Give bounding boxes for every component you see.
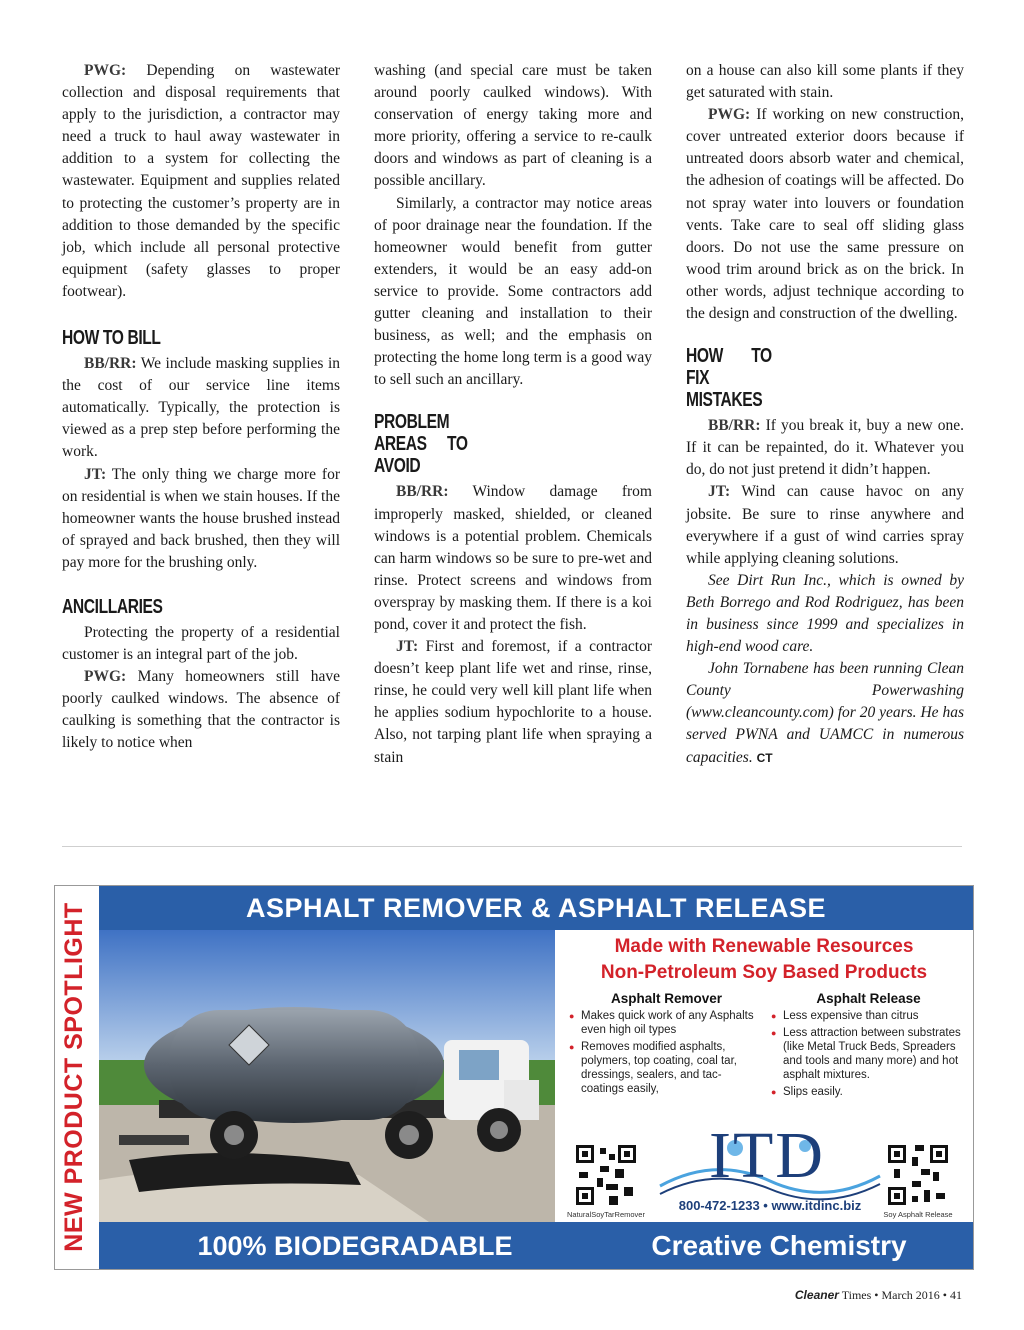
paragraph [374, 481, 652, 636]
article-column-3 [686, 60, 964, 769]
magazine-name: Cleaner [794, 1288, 839, 1302]
ad-side-banner [55, 886, 93, 1269]
section-heading-how-to-fix: HOW TO FIX MISTAKES [686, 345, 772, 412]
section-heading-ancillaries: ANCILLARIES [62, 595, 163, 618]
list-item: ● Less attraction between substrates (like Metal Truck Beds, Spreaders and tools and many more) and hot asphalt mixtures. [783, 1026, 966, 1082]
advertisement[interactable] [54, 885, 974, 1270]
speaker-label: BB/RR: [84, 355, 137, 373]
paragraph-text: The only thing we charge more for on residential is when we stain houses. If the homeowner wants the house brushed instead of sprayed and back brushed, then they will pay more for the brushing only. [62, 465, 340, 571]
ad-headline-2: Non-Petroleum Soy Based Products [600, 962, 928, 983]
article-column-1 [62, 60, 340, 755]
paragraph-text: Depending on wastewater collection and disposal requirements that apply to the jurisdiction, a contractor may need a truck to haul away wastewater in addition to a system for collecting the wastewater. Equipment and supplies related to protecting the customer’s property are in addition to those demanded by the specific job, which include all personal protective equipment (safety glasses to proper footwear). [62, 62, 340, 300]
list-item: ● Slips easily. [783, 1085, 966, 1099]
ad-contact[interactable]: 800-472-1233 • www.itdinc.biz [678, 1198, 862, 1213]
list-item: ● Less expensive than citrus [783, 1009, 966, 1023]
qr-left-label: NaturalSoyTarRemover [567, 1210, 645, 1219]
ad-side-label: NEW PRODUCT SPOTLIGHT [60, 902, 88, 1252]
paragraph-text: Many homeowners still have poorly caulked windows. The absence of caulking is something that the contractor is likely to notice when [62, 668, 340, 752]
paragraph-text: First and foremost, if a contractor doesn’t keep plant life wet and rinse, rinse, rinse, he could very well kill plant life when he applies sodium hypochlorite to a house. Also, not tarping plant life when spraying a stain [374, 638, 652, 766]
paragraph: Similarly, a contractor may notice areas of poor drainage near the foundation. If the homeowner would benefit from gutter extenders, it would be an easy add-on service to provide. Some contractors add gutter cleaning and installation to their business, as well; and the emphasis on protecting the home long term is a good way to sell such an ancillary. [374, 194, 652, 389]
footer-info: Times • March 2016 • 41 [838, 1288, 962, 1302]
asphalt-remover-heading: Asphalt Remover [610, 991, 723, 1006]
ad-headline-1: Made with Renewable Resources [614, 936, 914, 957]
itd-logo: ITD [709, 1119, 825, 1192]
page-footer [795, 1288, 962, 1303]
paragraph [62, 666, 340, 754]
paragraph: on a house can also kill some plants if they get saturated with stain. [686, 62, 964, 102]
section-heading-how-to-bill: HOW TO BILL [62, 327, 161, 350]
speaker-label: PWG: [708, 106, 751, 124]
qr-right-label: Soy Asphalt Release [883, 1210, 953, 1219]
author-bio-text: John Tornabene has been running Clean County Powerwashing (www.cleancounty.com) for 20 years. He has served PWNA and UAMCC in numerous capacities. [686, 660, 964, 766]
paragraph [374, 636, 652, 769]
ad-biodegradable-tagline: 100% BIODEGRADABLE [197, 1231, 513, 1261]
paragraph [686, 104, 964, 325]
paragraph [686, 481, 964, 569]
paragraph-text: If you break it, buy a new one. If it can be repainted, do it. Whatever you do, do not just pretend it didn’t happen. [686, 417, 964, 479]
paragraph [686, 415, 964, 481]
speaker-label: BB/RR: [708, 417, 761, 435]
asphalt-truck-illustration [99, 930, 555, 1222]
paragraph-text: If working on new construction, cover untreated exterior doors because if untreated doors absorb water and chemical, the adhesion of coatings will be affected. Do not spray water into louvers or foundation vents. Take care to seal off sliding glass doors. Do not use the same pressure on wood trim around brick as on the brick. In other words, adjust technique according to the design and construction of the dwelling. [686, 106, 964, 323]
ad-creative-chemistry-tagline: Creative Chemistry [651, 1230, 907, 1261]
truck-photo [99, 930, 555, 1222]
paragraph [62, 353, 340, 463]
asphalt-remover-list [569, 992, 764, 1099]
paragraph: washing (and special care must be taken around poorly caulked windows). With conservation of energy taking more and more priority, offering a service to re-caulk doors and windows as part of cleaning is a possible ancillary. [374, 62, 652, 190]
speaker-label: JT: [84, 465, 107, 483]
paragraph [62, 60, 340, 303]
ad-title: ASPHALT REMOVER & ASPHALT RELEASE [245, 893, 827, 923]
qr-code-icon[interactable] [573, 1142, 639, 1208]
speaker-label: PWG: [84, 62, 127, 79]
speaker-label: PWG: [84, 668, 127, 686]
paragraph-text: Wind can cause havoc on any jobsite. Be sure to rinse anywhere and everywhere if a gust of wind carries spray while applying cleaning solutions. [686, 483, 964, 567]
list-item: ● Makes quick work of any Asphalts even high oil types [581, 1009, 764, 1037]
author-bio [686, 658, 964, 768]
author-bio: See Dirt Run Inc., which is owned by Beth Borrego and Rod Rodriguez, has been in business since 1999 and specializes in high-end wood care. [686, 571, 964, 656]
end-mark: CT [756, 750, 773, 765]
paragraph: Protecting the property of a residential customer is an integral part of the job. [62, 623, 340, 664]
speaker-label: JT: [708, 483, 731, 501]
paragraph-text: We include masking supplies in the cost of our service line items automatically. Typically, the protection is viewed as a prep step before performing the work. [62, 355, 340, 461]
section-heading-problem-areas: PROBLEM AREAS TO AVOID [374, 411, 468, 478]
paragraph [62, 464, 340, 574]
article-column-2 [374, 60, 652, 769]
asphalt-release-heading: Asphalt Release [816, 991, 921, 1006]
paragraph-text: Window damage from improperly masked, shielded, or cleaned windows is a potential problem. Chemicals can harm windows so be sure to pre-wet and rinse. Protect screens and windows from overspray by masking them. If there is a koi pond, cover it and protect the fish. [374, 483, 652, 633]
speaker-label: JT: [396, 638, 419, 656]
list-item: ● Removes modified asphalts, polymers, top coating, coal tar, dressings, sealers, and tac-coatings easily, [581, 1040, 764, 1096]
asphalt-release-list [771, 992, 966, 1102]
speaker-label: BB/RR: [396, 483, 449, 501]
divider-rule [62, 846, 962, 847]
